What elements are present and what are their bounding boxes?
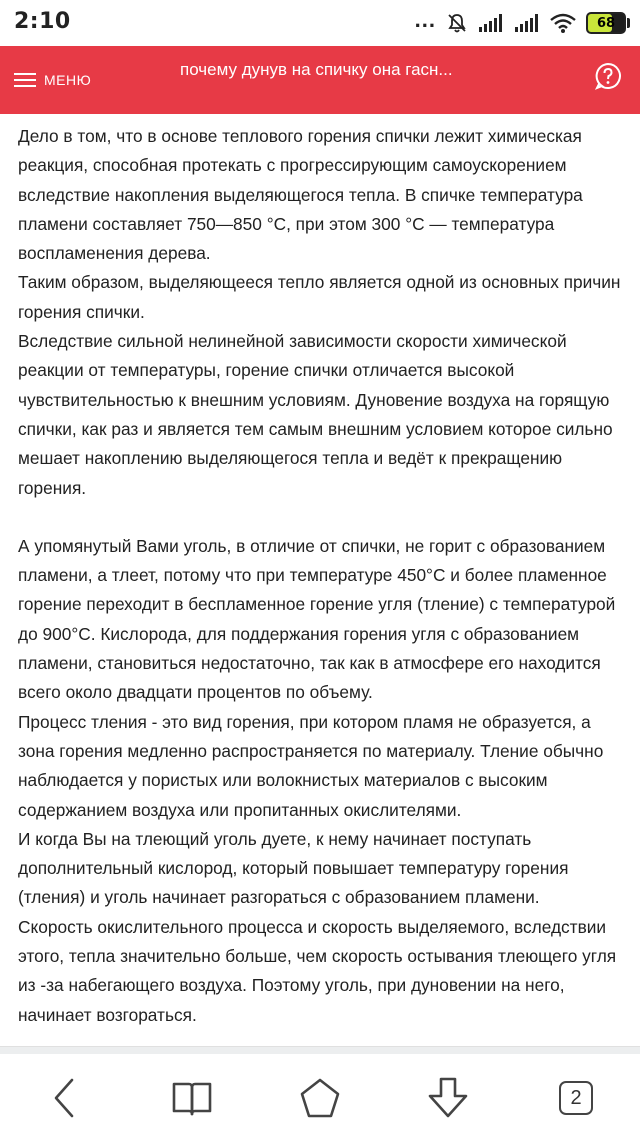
download-button[interactable] — [424, 1074, 472, 1122]
home-icon — [298, 1077, 342, 1119]
tabs-button[interactable] — [552, 1074, 600, 1122]
download-arrow-icon — [426, 1076, 470, 1120]
app-header — [0, 46, 640, 114]
wifi-icon — [550, 13, 576, 33]
paragraph: Скорость окислительного процесса и скорость выделяемого, вследствии этого, тепла значительно больше, чем скорость остывания тлеющего угля из -за набегающего воздуха. Поэтому уголь, при дуновении на него, начинает возгораться. — [18, 916, 617, 1025]
paragraph: Процесс тления - это вид горения, при котором пламя не образуется, а зона горения медленно распространяется по материалу. Тление обычно наблюдается у пористых или волокнистых материалов с высоким содержанием воздуха или пропитанных окислителями. — [18, 711, 604, 820]
paragraph: Таким образом, выделяющееся тепло является одной из основных причин горения спички. — [18, 272, 621, 322]
open-book-icon — [171, 1080, 213, 1116]
page-title: почему дунув на спичку она гасн... — [180, 60, 453, 79]
status-icons — [414, 7, 630, 36]
browser-bottom-nav — [0, 1054, 640, 1138]
chevron-left-icon — [50, 1078, 78, 1118]
status-bar — [0, 0, 640, 46]
status-time: 2:10 — [14, 9, 71, 34]
paragraph: И когда Вы на тлеющий уголь дуете, к нему начинает поступать дополнительный кислород, который повышает температуру горения (тления) и уголь начинает разгораться с образованием пламени. — [18, 828, 569, 908]
mute-bell-icon — [446, 12, 468, 34]
question-bubble-icon[interactable] — [594, 62, 622, 90]
battery-icon — [586, 12, 626, 34]
paragraph: Вследствие сильной нелинейной зависимости скорости химической реакции от температуры, горение спички отличается высокой чувствительностью к внешним условиям. Дуновение воздуха на горящую спички, как раз и является тем самым внешним условием которое сильно мешает накоплению выделяющегося тепла и ведёт к прекращению горения. — [18, 331, 613, 498]
paragraph: Дело в том, что в основе теплового горения спички лежит химическая реакция, способная протекать с прогрессирующим самоускорением вследствие накопления выделяющегося тепла. В спичке температура пламени составляет 750—850 °С, при этом 300 °С — температура воспламенения дерева. — [18, 126, 583, 264]
paragraph: А упомянутый Вами уголь, в отличие от спички, не горит с образованием пламени, а тлеет, потому что при температуре 450°С и более пламенное горение переходит в беспламенное горение угля (тление) с температурой до 900°С. Кислорода, для поддержания горения угля с образованием пламени, становиться недостаточно, так как в атмосфере его находится всего около двадцати процентов по объему. — [18, 535, 616, 703]
overflow-indicator: ... — [414, 7, 436, 32]
back-button[interactable] — [40, 1074, 88, 1122]
tab-count: 2 — [559, 1081, 593, 1115]
menu-label: МЕНЮ — [44, 72, 92, 88]
battery-level: 68 — [596, 16, 616, 31]
signal-icon — [478, 13, 504, 33]
hamburger-icon — [14, 72, 36, 88]
answer-text — [18, 122, 624, 1030]
bookmarks-button[interactable] — [168, 1074, 216, 1122]
menu-button[interactable] — [14, 66, 91, 94]
home-button[interactable] — [296, 1074, 344, 1122]
signal-icon — [514, 13, 540, 33]
